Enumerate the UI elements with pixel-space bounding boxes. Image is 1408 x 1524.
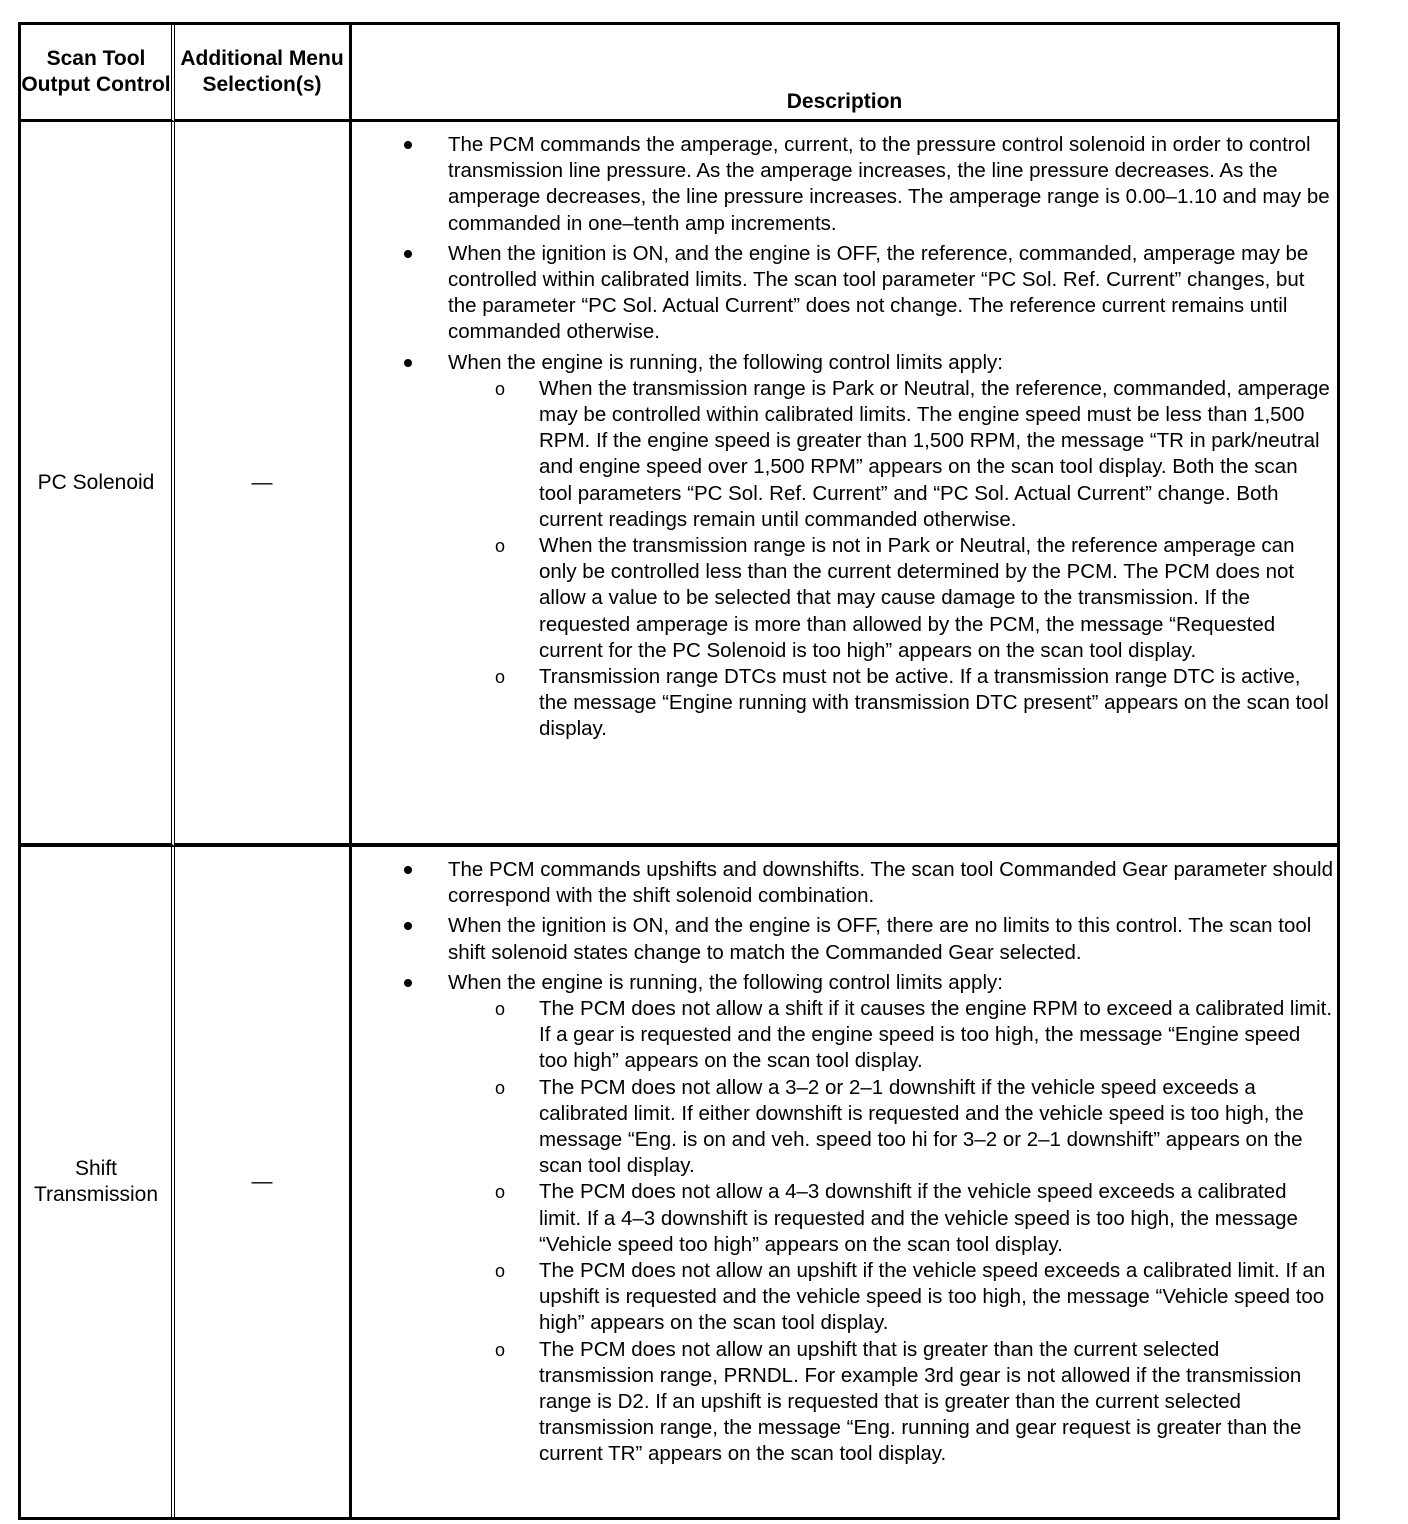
output-control-table xyxy=(18,22,1340,1520)
sub-list-item: o The PCM does not allow an upshift that is greater than the current selected transmission range, PRNDL. For example 3rd gear is not allowed if the transmission range is D2. If an upshift is requested that is greater than the current selected transmission range, the message “Eng. running and gear request is greater than the current TR” appears on the scan tool display. xyxy=(539,1337,1333,1468)
menu-selection-cell: — xyxy=(175,122,352,847)
description-cell xyxy=(352,122,1337,847)
list-item: The PCM commands upshifts and downshifts. The scan tool Commanded Gear parameter should correspond with the shift solenoid combination. xyxy=(448,857,1337,909)
sub-list-item: o When the transmission range is Park or Neutral, the reference, commanded, amperage may be controlled within calibrated limits. The engine speed must be less than 1,500 RPM. If the engine speed is greater than 1,500 RPM, the message “TR in park/neutral and engine speed over 1,500 RPM” appears on the scan tool display. Both the scan tool parameters “PC Sol. Ref. Current” and “PC Sol. Actual Current” change. Both current readings remain until commanded otherwise. xyxy=(539,376,1333,533)
header-description: Description xyxy=(352,25,1337,122)
list-item xyxy=(448,350,1337,743)
header-row xyxy=(21,25,1337,122)
list-item xyxy=(448,970,1337,1468)
sub-bullet-list xyxy=(448,996,1333,1468)
sub-list-item: o The PCM does not allow a 4–3 downshift if the vehicle speed exceeds a calibrated limit. If a 4–3 downshift is requested and the vehicle speed is too high, the message “Vehicle speed too high” appears on the scan tool display. xyxy=(539,1179,1333,1258)
list-item: When the ignition is ON, and the engine is OFF, the reference, commanded, amperage may be controlled within calibrated limits. The scan tool parameter “PC Sol. Ref. Current” changes, but the parameter “PC Sol. Actual Current” does not change. The reference current remains until commanded otherwise. xyxy=(448,241,1337,346)
bullet-list xyxy=(352,132,1337,743)
sub-list-item: o The PCM does not allow a shift if it causes the engine RPM to exceed a calibrated limit. If a gear is requested and the engine speed is too high, the message “Engine speed too high” appears on the scan tool display. xyxy=(539,996,1333,1075)
sub-bullet-list xyxy=(448,376,1333,743)
sub-list-item: o The PCM does not allow an upshift if the vehicle speed exceeds a calibrated limit. If an upshift is requested and the vehicle speed is too high, the message “Vehicle speed too high” appears on the scan tool display. xyxy=(539,1258,1333,1337)
control-name-cell: Shift Transmission xyxy=(21,847,175,1517)
bullet-list xyxy=(352,857,1337,1468)
header-additional-menu-selections: Additional Menu Selection(s) xyxy=(175,25,352,122)
menu-selection-cell: — xyxy=(175,847,352,1517)
table-row xyxy=(21,847,1337,1517)
list-item-text: When the engine is running, the following control limits apply: xyxy=(448,970,1003,994)
table-row xyxy=(21,122,1337,847)
sub-list-item: o When the transmission range is not in Park or Neutral, the reference amperage can only be controlled less than the current determined by the PCM. The PCM does not allow a value to be selected that may cause damage to the transmission. If the requested amperage is more than allowed by the PCM, the message “Requested current for the PC Solenoid is too high” appears on the scan tool display. xyxy=(539,533,1333,664)
header-scan-tool-output-control: Scan Tool Output Control xyxy=(21,25,175,122)
list-item: The PCM commands the amperage, current, to the pressure control solenoid in order to control transmission line pressure. As the amperage increases, the line pressure decreases. As the amperage decreases, the line pressure increases. The amperage range is 0.00–1.10 and may be commanded in one–tenth amp increments. xyxy=(448,132,1337,237)
description-cell xyxy=(352,847,1337,1517)
list-item: When the ignition is ON, and the engine is OFF, there are no limits to this control. The scan tool shift solenoid states change to match the Commanded Gear selected. xyxy=(448,913,1337,965)
control-name-cell: PC Solenoid xyxy=(21,122,175,847)
sub-list-item: o The PCM does not allow a 3–2 or 2–1 downshift if the vehicle speed exceeds a calibrated limit. If either downshift is requested and the vehicle speed is too high, the message “Eng. is on and veh. speed too hi for 3–2 or 2–1 downshift” appears on the scan tool display. xyxy=(539,1075,1333,1180)
sub-list-item: o Transmission range DTCs must not be active. If a transmission range DTC is active, the message “Engine running with transmission DTC present” appears on the scan tool display. xyxy=(539,664,1333,743)
list-item-text: When the engine is running, the following control limits apply: xyxy=(448,350,1003,374)
